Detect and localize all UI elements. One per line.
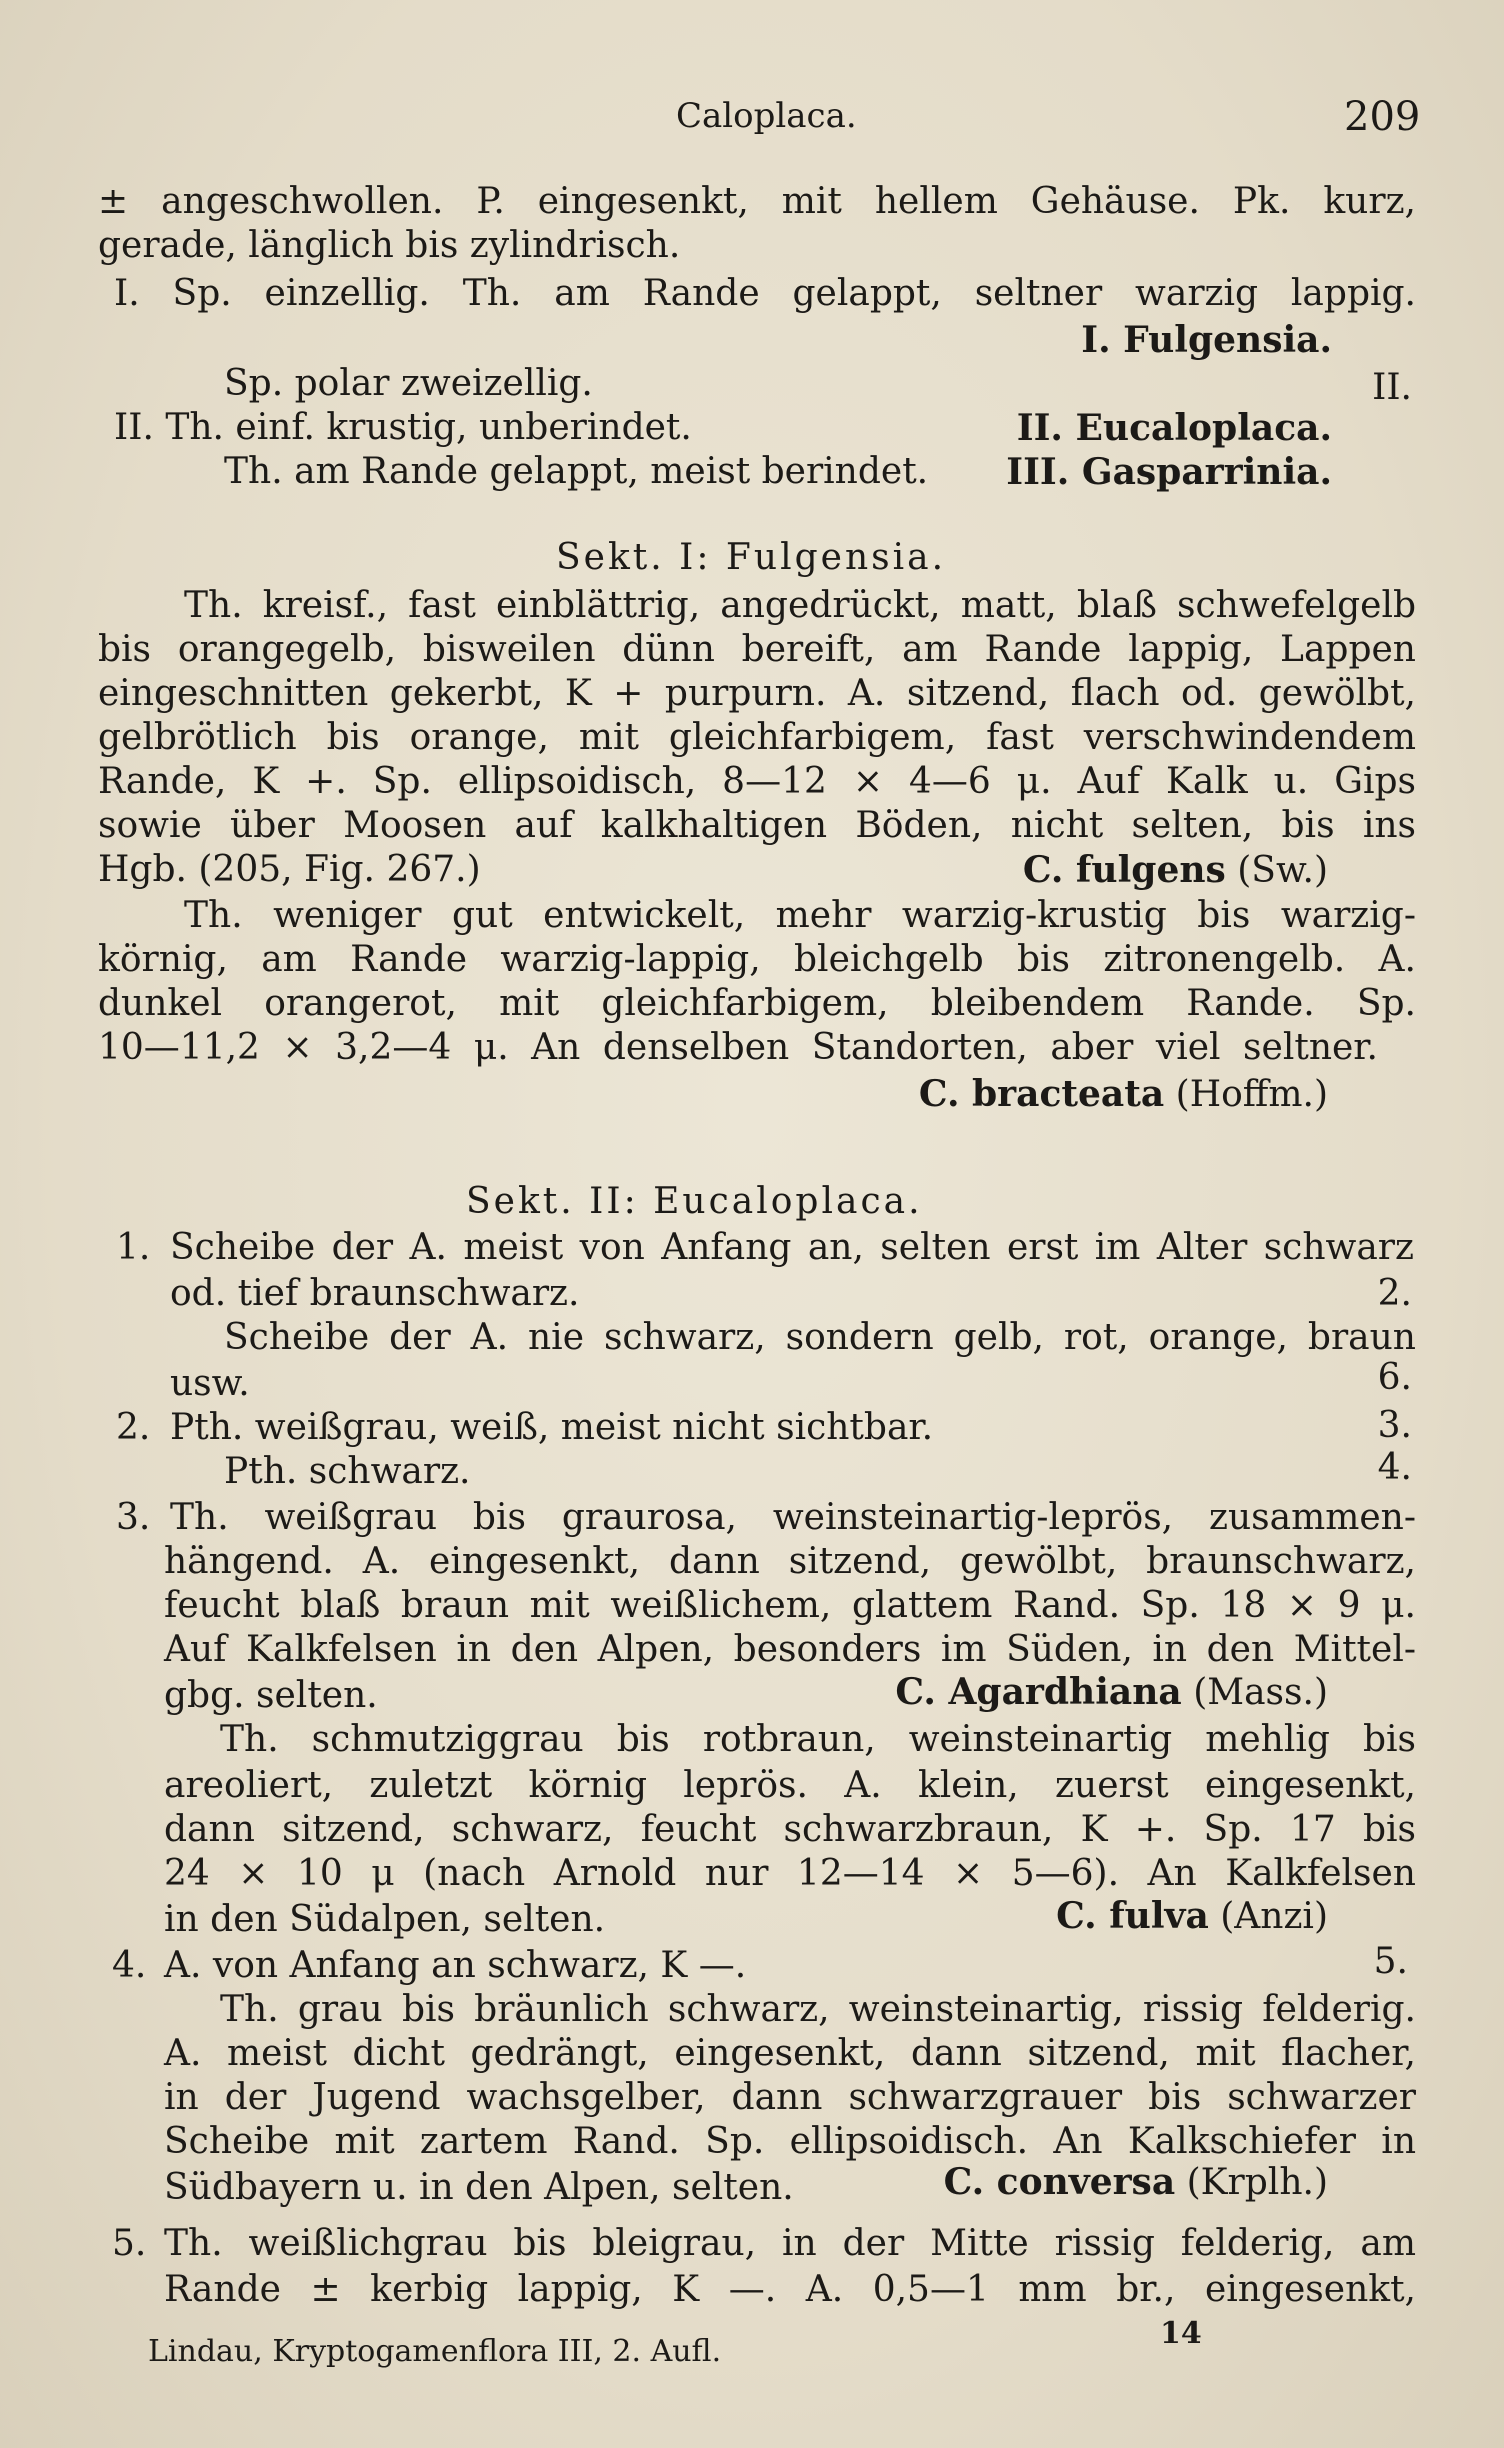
- authority: (Krplh.): [1186, 2162, 1328, 2203]
- species-c-bracteata: C. bracteata: [918, 1073, 1165, 1115]
- text-line: A. von Anfang an schwarz, K —.: [164, 1945, 747, 1986]
- key-number: 2.: [116, 1407, 151, 1448]
- species-c-agardhiana: C. Agardhiana: [895, 1671, 1182, 1713]
- text-line: Th. grau bis bräunlich schwarz, weinsteinartig, rissig felderig.: [220, 1989, 1416, 2030]
- text-line: Pth. weißgrau, weiß, meist nicht sichtbar.: [170, 1407, 934, 1448]
- key-ref: 3.: [1377, 1405, 1412, 1446]
- text-line: Pth. schwarz.: [224, 1451, 471, 1492]
- text-line: areoliert, zuletzt körnig leprös. A. klein, zuerst eingesenkt,: [164, 1765, 1416, 1806]
- species-c-fulva: C. fulva: [1056, 1895, 1209, 1937]
- text-line: in der Jugend wachsgelber, dann schwarzgrauer bis schwarzer: [164, 2077, 1416, 2118]
- text-line: A. meist dicht gedrängt, eingesenkt, dann sitzend, mit flacher,: [164, 2033, 1416, 2074]
- text-line: Scheibe der A. nie schwarz, sondern gelb, rot, orange, braun: [224, 1317, 1416, 1358]
- species-c-fulgens: C. fulgens: [1022, 849, 1226, 891]
- text-line: Rande, K +. Sp. ellipsoidisch, 8—12 × 4—6 μ. Auf Kalk u. Gips: [98, 761, 1416, 802]
- text-line: bis orangegelb, bisweilen dünn bereift, am Rande lappig, Lappen: [98, 629, 1416, 670]
- key-number: 4.: [112, 1945, 147, 1986]
- key-ref: II.: [1372, 367, 1412, 408]
- species-name: [919, 1072, 1328, 1117]
- key-ref: 4.: [1377, 1447, 1412, 1488]
- text-line: Th. weniger gut entwickelt, mehr warzig-krustig bis warzig-: [184, 895, 1416, 936]
- authority: (Hoffm.): [1175, 1074, 1328, 1115]
- text-line: körnig, am Rande warzig-lappig, bleichgelb bis zitronengelb. A.: [98, 939, 1416, 980]
- text-line: Th. am Rande gelappt, meist berindet.: [224, 451, 929, 492]
- species-name: [1056, 1894, 1328, 1939]
- text-line: Rande ± kerbig lappig, K —. A. 0,5—1 mm br., eingesenkt,: [164, 2269, 1416, 2310]
- key-ref: 5.: [1373, 1941, 1408, 1982]
- text-line: in den Südalpen, selten.: [164, 1899, 606, 1940]
- text-line: hängend. A. eingesenkt, dann sitzend, gewölbt, braunschwarz,: [164, 1541, 1416, 1582]
- key-ref: 2.: [1377, 1273, 1412, 1314]
- text-line: II. Th. einf. krustig, unberindet.: [114, 407, 692, 448]
- text-line: feucht blaß braun mit weißlichem, glattem Rand. Sp. 18 × 9 μ.: [164, 1585, 1416, 1626]
- text-line: Scheibe der A. meist von Anfang an, selten erst im Alter schwarz: [170, 1227, 1414, 1268]
- authority: (Mass.): [1193, 1672, 1328, 1713]
- species-name: [895, 1670, 1328, 1715]
- text-line: 10—11,2 × 3,2—4 μ. An denselben Standorten, aber viel seltner.: [98, 1027, 1378, 1068]
- key-number: 1.: [116, 1227, 151, 1268]
- section-heading: Sekt. II: Eucaloplaca.: [466, 1181, 923, 1222]
- text-line: Südbayern u. in den Alpen, selten.: [164, 2167, 794, 2208]
- key-number: 3.: [116, 1497, 151, 1538]
- text-line: 24 × 10 μ (nach Arnold nur 12—14 × 5—6). An Kalkfelsen: [164, 1853, 1416, 1894]
- species-name: [944, 2160, 1328, 2205]
- text-line: Hgb. (205, Fig. 267.): [98, 849, 481, 890]
- text-line: gbg. selten.: [164, 1675, 378, 1716]
- species-c-conversa: C. conversa: [943, 2161, 1176, 2203]
- section-heading: Sekt. I: Fulgensia.: [556, 537, 947, 578]
- text-line: dunkel orangerot, mit gleichfarbigem, bleibendem Rande. Sp.: [98, 983, 1416, 1024]
- signature-mark: 14: [1160, 2316, 1202, 2351]
- text-line: I. Sp. einzellig. Th. am Rande gelappt, seltner warzig lappig.: [114, 273, 1416, 314]
- taxon-eucaloplaca: II. Eucaloplaca.: [1016, 407, 1332, 449]
- running-header: Caloplaca.: [676, 96, 857, 136]
- key-ref: 6.: [1377, 1357, 1412, 1398]
- text-line: sowie über Moosen auf kalkhaltigen Böden, nicht selten, bis ins: [98, 805, 1416, 846]
- authority: (Anzi): [1220, 1896, 1328, 1937]
- authority: (Sw.): [1237, 850, 1328, 891]
- footer-source: Lindau, Kryptogamenflora III, 2. Aufl.: [148, 2334, 722, 2369]
- text-line: gerade, länglich bis zylindrisch.: [98, 225, 681, 266]
- text-line: Auf Kalkfelsen in den Alpen, besonders im Süden, in den Mittel-: [164, 1629, 1416, 1670]
- taxon-fulgensia: I. Fulgensia.: [1081, 319, 1332, 361]
- text-line: dann sitzend, schwarz, feucht schwarzbraun, K +. Sp. 17 bis: [164, 1809, 1416, 1850]
- text-line: eingeschnitten gekerbt, K + purpurn. A. sitzend, flach od. gewölbt,: [98, 673, 1416, 714]
- text-line: Scheibe mit zartem Rand. Sp. ellipsoidisch. An Kalkschiefer in: [164, 2121, 1416, 2162]
- text-line: usw.: [170, 1363, 250, 1404]
- text-line: Th. weißlichgrau bis bleigrau, in der Mitte rissig felderig, am: [164, 2223, 1416, 2264]
- text-line: od. tief braunschwarz.: [170, 1273, 580, 1314]
- page-number: 209: [1344, 94, 1421, 140]
- text-line: Sp. polar zweizellig.: [224, 363, 593, 404]
- text-line: gelbrötlich bis orange, mit gleichfarbigem, fast verschwindendem: [98, 717, 1416, 758]
- text-line: Th. kreisf., fast einblättrig, angedrückt, matt, blaß schwefelgelb: [184, 585, 1416, 626]
- species-name: [1023, 848, 1328, 893]
- key-number: 5.: [112, 2223, 147, 2264]
- text-line: Th. weißgrau bis graurosa, weinsteinartig-leprös, zusammen-: [170, 1497, 1416, 1538]
- text-line: Th. schmutziggrau bis rotbraun, weinsteinartig mehlig bis: [220, 1719, 1416, 1760]
- taxon-gasparrinia: III. Gasparrinia.: [1006, 451, 1332, 493]
- text-line: ± angeschwollen. P. eingesenkt, mit hellem Gehäuse. Pk. kurz,: [98, 181, 1416, 222]
